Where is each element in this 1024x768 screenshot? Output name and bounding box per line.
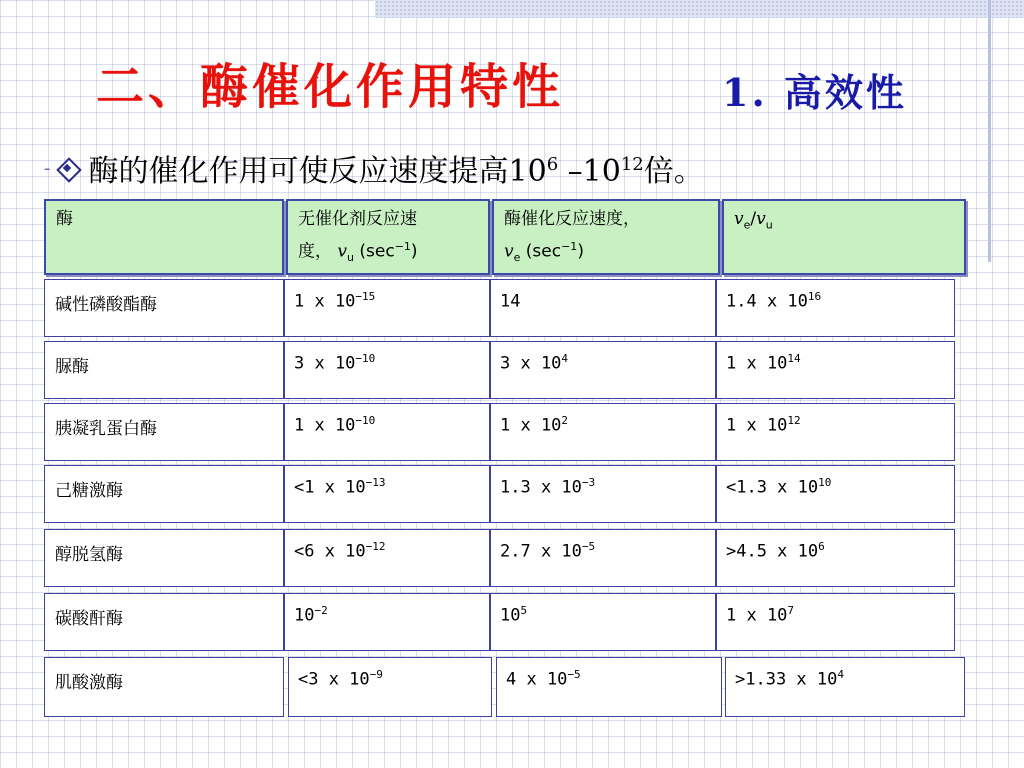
table-row-0-ratio (716, 279, 955, 337)
table-row-0-ve (490, 279, 716, 337)
ve-base: 3 x 10 (500, 353, 562, 374)
ratio-base: 1 x 10 (726, 353, 788, 374)
enzyme-name: 醇脱氢酶 (55, 545, 123, 565)
table-row-6-enzyme (44, 657, 284, 717)
vu-base: 1 x 10 (294, 415, 356, 436)
table-row-5-enzyme (44, 593, 284, 651)
ratio-base: 1.4 x 10 (726, 291, 808, 312)
vu-exp: −9 (369, 668, 383, 681)
header-cat-line1: 酶催化反应速度， (504, 209, 640, 229)
enzyme-name: 碳酸酐酶 (55, 609, 123, 629)
ratio-base: 1 x 10 (726, 605, 788, 626)
header-ratio-s1: e (743, 218, 751, 232)
ratio-base: <1.3 x 10 (726, 477, 819, 498)
table-row-4-ratio (716, 529, 955, 587)
ve-exp: −5 (581, 540, 596, 553)
ve-base: 10 (500, 605, 521, 626)
table-row-2-vu (284, 403, 490, 461)
header-enzyme-label: 酶 (56, 209, 73, 229)
vu-exp: −10 (355, 414, 376, 427)
header-cat-sub: e (513, 251, 521, 265)
ve-base: 1.3 x 10 (500, 477, 582, 498)
table-row-3-enzyme (44, 465, 284, 523)
bullet-text-prefix: 酶的催化作用可使反应速度提高10 (88, 154, 547, 189)
ve-exp: 2 (561, 414, 569, 427)
ratio-exp: 12 (787, 414, 801, 427)
table-row-1-ve (490, 341, 716, 399)
ratio-exp: 10 (818, 476, 832, 489)
bullet-suffix: 倍。 (643, 154, 704, 189)
vu-exp: −2 (314, 604, 328, 617)
header-ratio-slash: / (750, 209, 757, 229)
bullet-dash: - (44, 157, 51, 179)
table-row-5-ve (490, 593, 716, 651)
vu-exp: −10 (355, 352, 376, 365)
table-row-6-ve (496, 657, 722, 717)
vu-exp: −13 (365, 476, 386, 489)
ratio-exp: 16 (807, 290, 822, 303)
header-rate-ratio (722, 199, 966, 275)
enzyme-name: 脲酶 (55, 357, 89, 377)
table-row-2-ve (490, 403, 716, 461)
enzyme-name: 胰凝乳蛋白酶 (55, 419, 157, 439)
enzyme-name: 肌酸激酶 (55, 673, 123, 693)
bullet-exp2: 12 (620, 154, 644, 175)
bullet-exp1: 6 (546, 154, 559, 175)
table-row-4-ve (490, 529, 716, 587)
table-row-4-enzyme (44, 529, 284, 587)
header-ratio-v2: v (756, 209, 766, 229)
ve-exp: −5 (567, 668, 581, 681)
table-row-6-vu (288, 657, 492, 717)
header-ratio-s2: u (765, 218, 773, 232)
table-row-1-vu (284, 341, 490, 399)
header-uncat-sub: u (347, 251, 354, 265)
ve-base: 2.7 x 10 (500, 541, 582, 562)
table-row-3-ratio (716, 465, 955, 523)
ratio-exp: 7 (787, 604, 795, 617)
table-row-2-ratio (716, 403, 955, 461)
table-row-5-ratio (716, 593, 955, 651)
table-row-5-vu (284, 593, 490, 651)
header-ratio-v1: v (734, 209, 744, 229)
ratio-base: >4.5 x 10 (726, 541, 819, 562)
header-catalyzed-rate (492, 199, 720, 275)
table-row-6-ratio (725, 657, 965, 717)
section-heading: 1. 高效性 (722, 70, 907, 115)
header-uncat-close: ) (410, 241, 418, 262)
table-row-4-vu (284, 529, 490, 587)
table-row-3-ve (490, 465, 716, 523)
vu-base: 3 x 10 (294, 353, 356, 374)
ve-base: 4 x 10 (506, 669, 568, 690)
vu-base: <6 x 10 (294, 541, 366, 562)
enzyme-name: 己糖激酶 (55, 481, 123, 501)
vu-base: 10 (294, 605, 315, 626)
vu-base: 1 x 10 (294, 291, 356, 312)
header-cat-var: v (504, 241, 514, 262)
header-uncatalyzed-rate (286, 199, 490, 275)
vu-base: <1 x 10 (294, 477, 366, 498)
table-row-1-enzyme (44, 341, 284, 399)
enzyme-name: 碱性磷酸酯酶 (55, 295, 157, 315)
header-cat-close: ) (577, 241, 584, 262)
ratio-base: >1.33 x 10 (735, 669, 838, 690)
table-row-0-enzyme (44, 279, 284, 337)
header-uncat-unit: (sec (354, 241, 395, 262)
header-cat-exp: −1 (561, 240, 578, 253)
ratio-exp: 6 (818, 540, 825, 553)
table-row-1-ratio (716, 341, 955, 399)
header-uncat-var: v (337, 241, 348, 262)
vu-exp: −12 (365, 540, 386, 553)
ratio-exp: 4 (837, 668, 844, 681)
header-uncat-line1: 无催化剂反应速 (298, 209, 417, 229)
header-enzyme (44, 199, 284, 275)
ve-exp: 4 (561, 352, 569, 365)
table-row-3-vu (284, 465, 490, 523)
bullet-mid: –10 (558, 154, 621, 189)
vu-base: <3 x 10 (298, 669, 370, 690)
vu-exp: −15 (355, 290, 376, 303)
header-uncat-exp: −1 (394, 240, 411, 253)
table-row-0-vu (284, 279, 490, 337)
table-row-2-enzyme (44, 403, 284, 461)
ve-exp: −3 (581, 476, 596, 489)
ratio-base: 1 x 10 (726, 415, 788, 436)
ve-base: 14 (500, 291, 521, 312)
ve-exp: 5 (520, 604, 528, 617)
ve-base: 1 x 10 (500, 415, 562, 436)
header-uncat-line2: 度， (298, 241, 332, 262)
header-cat-unit: (sec (520, 241, 562, 262)
ratio-exp: 14 (787, 352, 801, 365)
slide-title: 二、酶催化作用特性 (96, 59, 565, 115)
